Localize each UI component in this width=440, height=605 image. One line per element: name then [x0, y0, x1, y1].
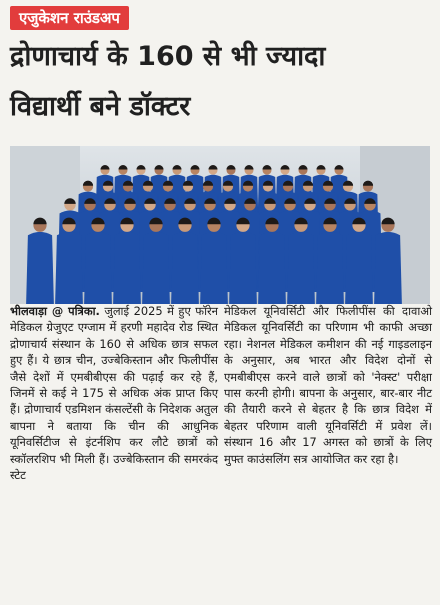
- student-figure: [113, 232, 141, 304]
- article-right-column: [224, 303, 432, 467]
- article-body-left: जुलाई 2025 में हुए फॉरेन मेडिकल ग्रेजुएट एग्जाम में हरणी महादेव रोड स्थित द्रोणाचार्य संस्थान के 160 से अधिक छात्र सफल हुए हैं। ये छात्र चीन, उज्बेकिस्तान और फिलीपींस जैसे देशों में एमबीबीएस की पढ़ाई कर रहे हैं, जिनमें से कई ने 175 से अधिक अंक प्राप्त किए हैं। द्रोणाचार्य एडमिशन कंसल्टेंसी के निदेशक अतुल बापना ने बताया कि चीन की आधुनिक यूनिवर्सिटीज से इंटर्नशिप कर लौटे छात्रों को स्कॉलरशिप भी मिली हैं। उज्बेकिस्तान की समरकंद स्टेट: [10, 304, 218, 483]
- student-figure: [316, 232, 344, 304]
- section-label: एजुकेशन राउंडअप: [10, 6, 129, 30]
- student-figure: [200, 232, 228, 304]
- article-left-column: [10, 303, 218, 483]
- headline-line-2: विद्यार्थी बने डॉक्टर: [10, 91, 191, 122]
- group-photo: [10, 146, 430, 304]
- student-figure: [258, 232, 286, 304]
- article-body-right: मेडिकल यूनिवर्सिटी और फिलीपींस की दावाओ मेडिकल यूनिवर्सिटी का परिणाम भी काफी अच्छा रहा। नेशनल मेडिकल कमीशन की नई गाइडलाइन के अनुसार, अब भारत और विदेश दोनों से एमबीबीएस करने वाले छात्रों को 'नेक्स्ट' परीक्षा पास करनी होगी। बापना के अनुसार, बार-बार नीट की तैयारी करने से बेहतर है कि छात्र विदेश में बेहतर परिणाम वाली यूनिवर्सिटी में प्रवेश लें। संस्थान 16 और 17 अगस्त को छात्रों के लिए मुफ्त काउंसलिंग सत्र आयोजित कर रहा है।: [224, 304, 432, 466]
- group-photo-illustration: [10, 146, 430, 304]
- headline-line-1: द्रोणाचार्य के 160 से भी ज्यादा: [10, 41, 326, 72]
- student-figure: [171, 232, 199, 304]
- student-figure: [374, 232, 402, 304]
- student-figure: [229, 232, 257, 304]
- student-figure: [55, 232, 83, 304]
- student-figure: [142, 232, 170, 304]
- dateline: भीलवाड़ा @ पत्रिका.: [10, 304, 100, 318]
- student-figure: [26, 232, 54, 304]
- student-figure: [84, 232, 112, 304]
- student-figure: [345, 232, 373, 304]
- student-figure: [287, 232, 315, 304]
